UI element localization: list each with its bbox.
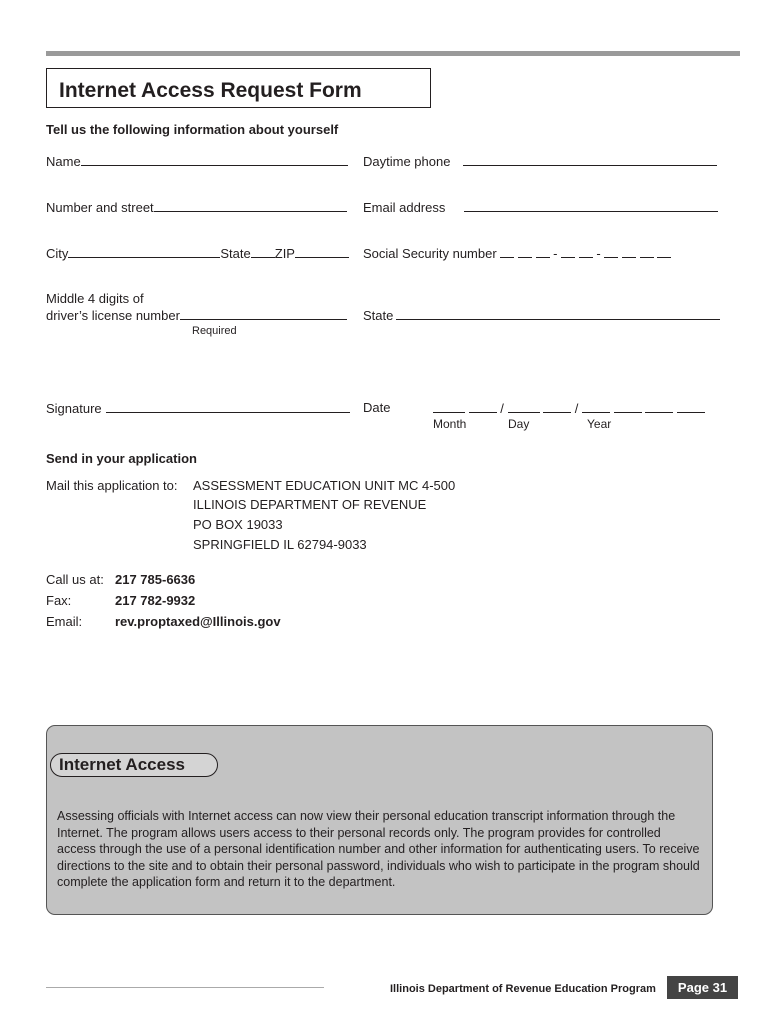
year-caption: Year (587, 417, 612, 431)
form-title: Internet Access Request Form (46, 68, 431, 108)
daytime-phone-line[interactable] (463, 153, 717, 166)
internet-access-body: Assessing officials with Internet access can now view their personal education transcript information through the Internet. The program allows users access to their personal records only. The program provides for controlled access through the use of a personal identification number and other information for authenticating users. To receive directions to the site and to obtain their personal password, individuals who wish to participate in the program should complete the application form and return it to the department. (57, 809, 700, 889)
state2-line[interactable] (396, 307, 720, 320)
state2-label: State (363, 308, 394, 323)
call-value: 217 785-6636 (115, 572, 196, 587)
intro-text: Tell us the following information about yourself (46, 122, 339, 137)
dl-label-line2: driver’s license number (46, 308, 180, 323)
ssn-field[interactable] (363, 245, 671, 262)
state2-field[interactable] (363, 307, 720, 324)
day-line[interactable] (543, 400, 571, 413)
name-label: Name (46, 154, 81, 169)
ssn-digit[interactable] (604, 245, 618, 258)
month-line[interactable] (433, 400, 465, 413)
address-line: SPRINGFIELD IL 62794-9033 (193, 537, 367, 552)
footer-rule (46, 987, 324, 988)
ssn-digit[interactable] (640, 245, 654, 258)
state-label: State (220, 246, 251, 261)
email-address-field[interactable] (363, 199, 718, 216)
signature-line[interactable] (106, 400, 350, 413)
signature-field[interactable] (46, 400, 350, 417)
page-number: Page 31 (667, 976, 738, 999)
dl-field[interactable] (46, 307, 347, 324)
date-field[interactable] (433, 400, 705, 417)
name-line[interactable] (81, 153, 348, 166)
required-note: Required (192, 325, 237, 337)
date-label: Date (363, 400, 391, 415)
ssn-digit[interactable] (657, 245, 671, 258)
email-address-label: Email address (363, 200, 446, 215)
state-line[interactable] (251, 245, 275, 258)
name-field[interactable] (46, 153, 348, 170)
dl-line[interactable] (180, 307, 347, 320)
call-label: Call us at: (46, 572, 104, 587)
signature-label: Signature (46, 401, 102, 416)
ssn-digit[interactable] (536, 245, 550, 258)
year-line[interactable] (614, 400, 642, 413)
fax-label: Fax: (46, 593, 72, 608)
number-street-label: Number and street (46, 200, 154, 215)
ssn-digit[interactable] (561, 245, 575, 258)
ssn-digit[interactable] (500, 245, 514, 258)
city-state-zip-field[interactable] (46, 245, 349, 262)
dl-label-line1: Middle 4 digits of (46, 291, 144, 306)
address-line: ILLINOIS DEPARTMENT OF REVENUE (193, 497, 427, 512)
footer-program: Illinois Department of Revenue Education Program (390, 983, 656, 995)
date-slash: / (574, 401, 579, 416)
internet-access-heading: Internet Access (50, 753, 218, 777)
email-value[interactable]: rev.proptaxed@Illinois.gov (115, 614, 281, 629)
month-line[interactable] (469, 400, 497, 413)
ssn-dash: - (553, 246, 558, 261)
email-label: Email: (46, 614, 83, 629)
fax-value: 217 782-9932 (115, 593, 196, 608)
address-line: PO BOX 19033 (193, 517, 283, 532)
mail-label: Mail this application to: (46, 478, 178, 493)
send-heading: Send in your application (46, 451, 197, 466)
daytime-phone-field[interactable] (363, 153, 717, 170)
ssn-digit[interactable] (579, 245, 593, 258)
number-street-field[interactable] (46, 199, 347, 216)
number-street-line[interactable] (154, 199, 347, 212)
day-caption: Day (508, 417, 530, 431)
city-label: City (46, 246, 69, 261)
zip-label: ZIP (274, 246, 295, 261)
year-line[interactable] (677, 400, 705, 413)
daytime-phone-label: Daytime phone (363, 154, 451, 169)
year-line[interactable] (582, 400, 610, 413)
date-slash: / (500, 401, 504, 416)
zip-line[interactable] (295, 245, 349, 258)
ssn-dash: - (596, 246, 601, 261)
city-line[interactable] (68, 245, 220, 258)
year-line[interactable] (645, 400, 673, 413)
day-line[interactable] (508, 400, 540, 413)
ssn-digit[interactable] (518, 245, 532, 258)
ssn-digit[interactable] (622, 245, 636, 258)
address-line: ASSESSMENT EDUCATION UNIT MC 4-500 (193, 478, 456, 493)
ssn-label: Social Security number (363, 246, 497, 261)
email-address-line[interactable] (464, 199, 718, 212)
month-caption: Month (433, 417, 467, 431)
top-rule (46, 51, 740, 56)
